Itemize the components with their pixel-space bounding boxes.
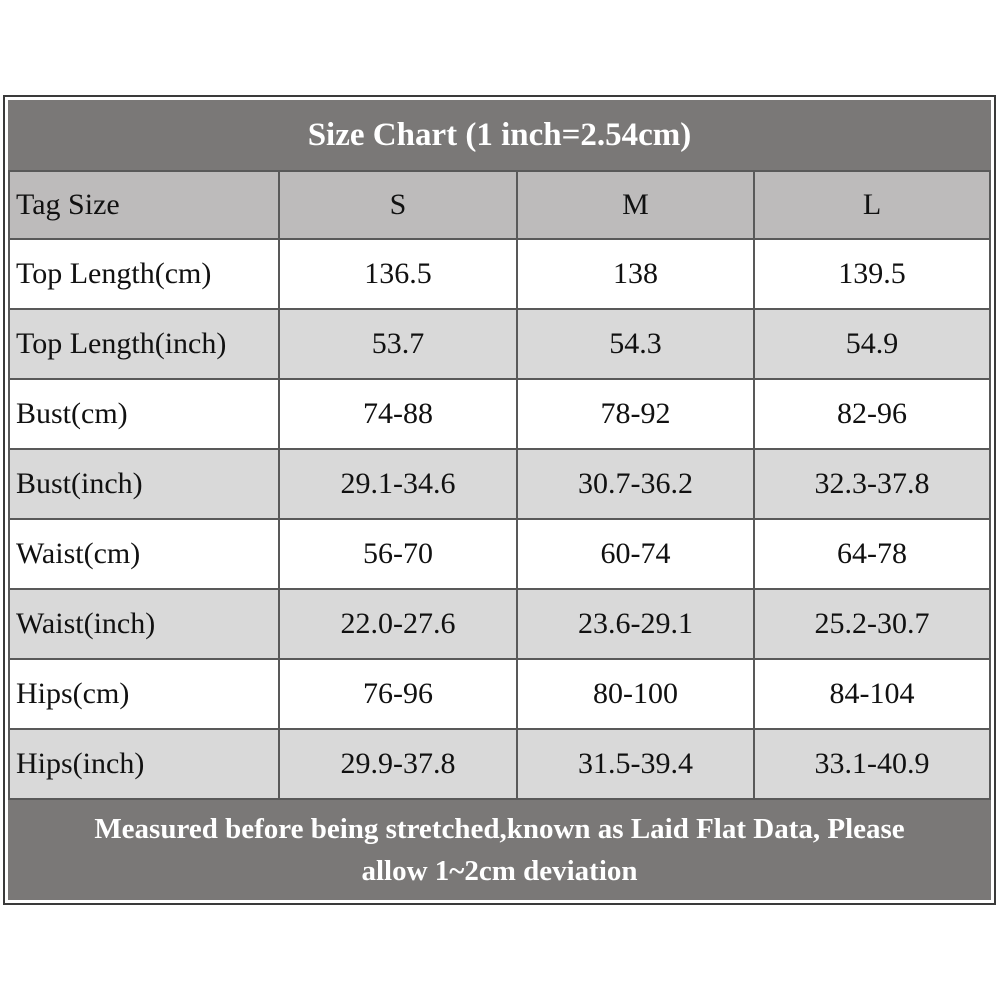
cell-value: 29.1-34.6	[280, 450, 518, 520]
cell-value: 74-88	[280, 380, 518, 450]
row-label: Bust(cm)	[8, 380, 280, 450]
measurement-note	[8, 800, 991, 900]
size-chart-panel	[8, 100, 991, 900]
note-line-2: allow 1~2cm deviation	[361, 855, 638, 887]
row-label: Bust(inch)	[8, 450, 280, 520]
cell-value: 136.5	[280, 240, 518, 310]
table-row	[8, 520, 991, 590]
chart-title: Size Chart (1 inch=2.54cm)	[8, 100, 991, 170]
cell-value: 84-104	[755, 660, 991, 730]
table-row	[8, 380, 991, 450]
cell-value: 138	[518, 240, 755, 310]
table-row	[8, 660, 991, 730]
cell-value: 53.7	[280, 310, 518, 380]
note-line-1: Measured before being stretched,known as Laid Flat Data, Please	[94, 813, 905, 845]
cell-value: 80-100	[518, 660, 755, 730]
cell-value: 54.9	[755, 310, 991, 380]
table-row	[8, 310, 991, 380]
cell-value: 30.7-36.2	[518, 450, 755, 520]
column-header-s: S	[280, 170, 518, 240]
cell-value: 76-96	[280, 660, 518, 730]
cell-value: 56-70	[280, 520, 518, 590]
cell-value: 22.0-27.6	[280, 590, 518, 660]
size-chart-frame	[3, 95, 996, 905]
cell-value: 29.9-37.8	[280, 730, 518, 800]
cell-value: 54.3	[518, 310, 755, 380]
row-label: Hips(cm)	[8, 660, 280, 730]
cell-value: 32.3-37.8	[755, 450, 991, 520]
table-row	[8, 730, 991, 800]
cell-value: 82-96	[755, 380, 991, 450]
size-table	[8, 170, 991, 800]
table-row	[8, 590, 991, 660]
row-label: Waist(cm)	[8, 520, 280, 590]
table-row	[8, 240, 991, 310]
cell-value: 64-78	[755, 520, 991, 590]
cell-value: 60-74	[518, 520, 755, 590]
row-label: Waist(inch)	[8, 590, 280, 660]
cell-value: 139.5	[755, 240, 991, 310]
cell-value: 25.2-30.7	[755, 590, 991, 660]
cell-value: 33.1-40.9	[755, 730, 991, 800]
cell-value: 31.5-39.4	[518, 730, 755, 800]
column-header-m: M	[518, 170, 755, 240]
column-header-l: L	[755, 170, 991, 240]
row-label: Top Length(cm)	[8, 240, 280, 310]
cell-value: 23.6-29.1	[518, 590, 755, 660]
table-row	[8, 450, 991, 520]
cell-value: 78-92	[518, 380, 755, 450]
row-label: Hips(inch)	[8, 730, 280, 800]
row-label: Top Length(inch)	[8, 310, 280, 380]
column-header-tag-size: Tag Size	[8, 170, 280, 240]
table-header-row	[8, 170, 991, 240]
